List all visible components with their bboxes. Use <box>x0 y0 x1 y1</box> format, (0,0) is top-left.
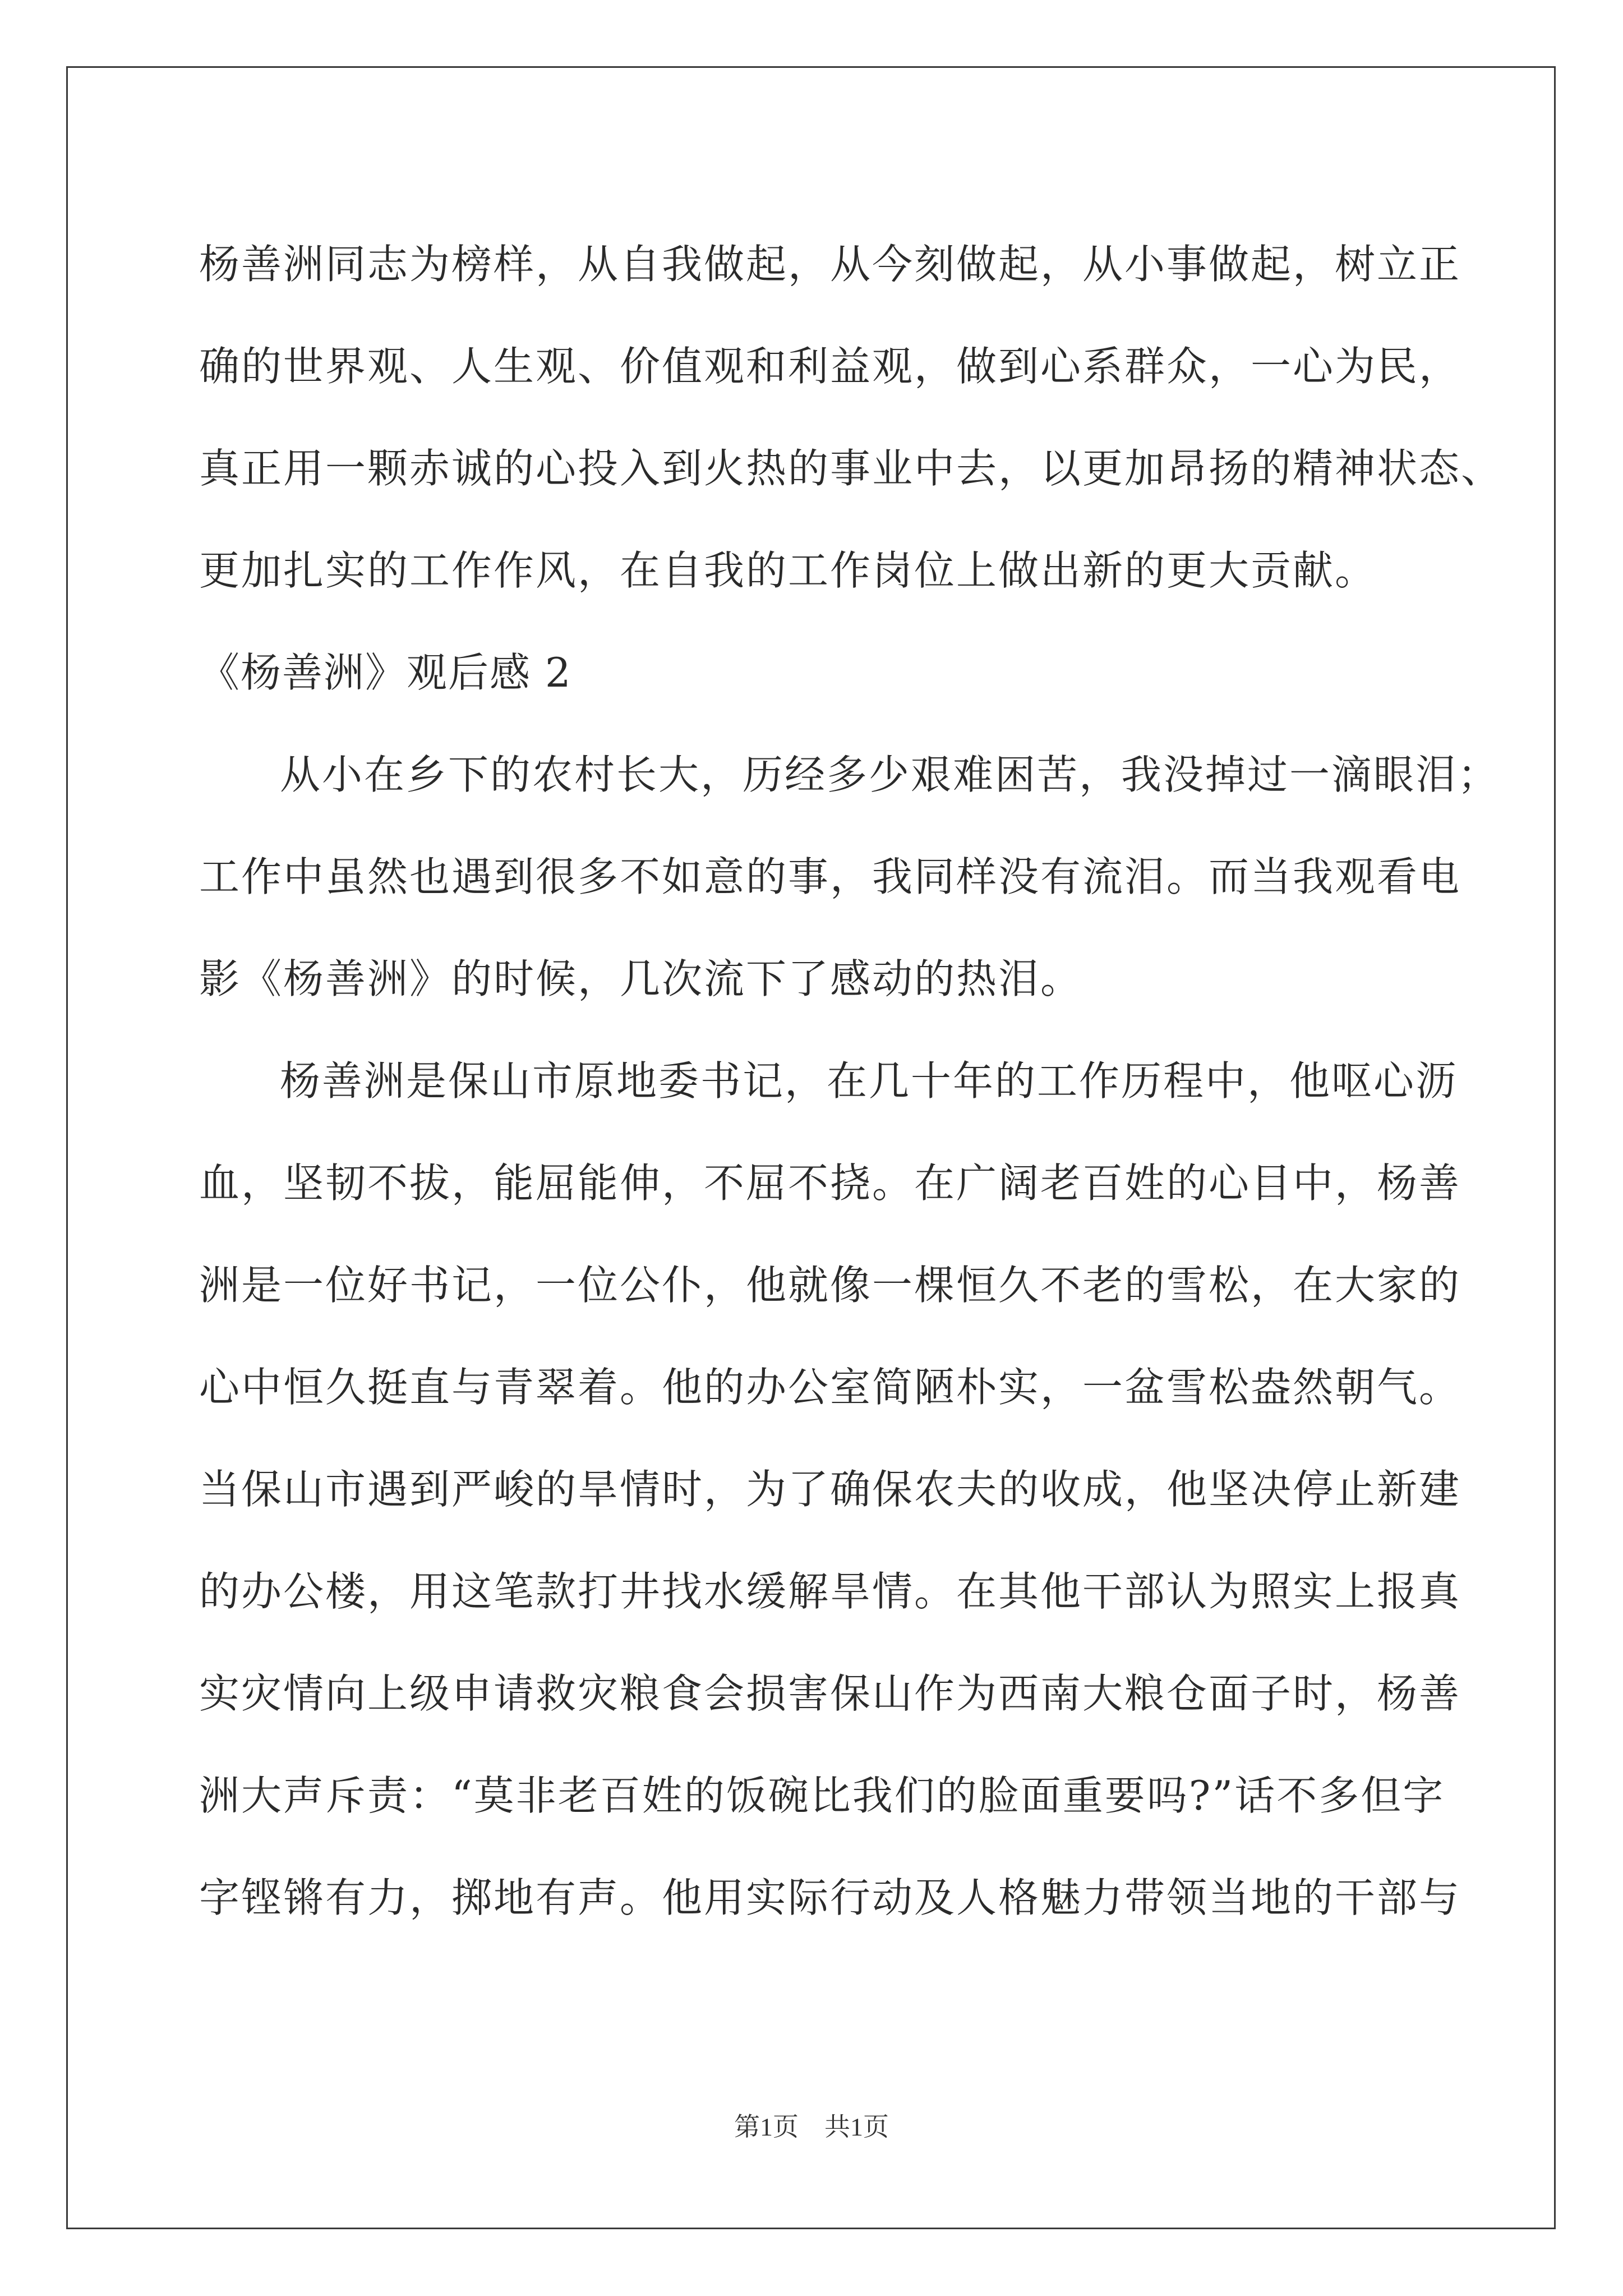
paragraph-first-line: 杨善洲是保山市原地委书记，在几十年的工作历程中，他呕心沥 <box>280 1057 1458 1105</box>
body-line: 心中恒久挺直与青翠着。他的办公室简陋朴实，一盆雪松盎然朝气。 <box>199 1364 1461 1411</box>
body-line: 杨善洲同志为榜样，从自我做起，从今刻做起，从小事做起，树立正 <box>199 241 1461 288</box>
body-line: 当保山市遇到严峻的旱情时，为了确保农夫的收成，他坚决停止新建 <box>199 1466 1461 1513</box>
body-line: 更加扎实的工作作风，在自我的工作岗位上做出新的更大贡献。 <box>199 547 1377 594</box>
body-line: 的办公楼，用这笔款打井找水缓解旱情。在其他干部认为照实上报真 <box>199 1568 1461 1615</box>
body-line: 洲是一位好书记，一位公仆，他就像一棵恒久不老的雪松，在大家的 <box>199 1262 1461 1309</box>
body-line: 实灾情向上级申请救灾粮食会损害保山作为西南大粮仓面子时，杨善 <box>199 1670 1461 1717</box>
body-line: 字铿锵有力，掷地有声。他用实际行动及人格魅力带领当地的干部与 <box>199 1874 1461 1921</box>
paragraph-first-line: 从小在乡下的农村长大，历经多少艰难困苦，我没掉过一滴眼泪； <box>280 751 1500 798</box>
body-line: 血，坚韧不拔，能屈能伸，不屈不挠。在广阔老百姓的心目中，杨善 <box>199 1159 1461 1207</box>
page-number-footer: 第1页 共1页 <box>734 2113 889 2141</box>
body-line: 真正用一颗赤诚的心投入到火热的事业中去，以更加昂扬的精神状态、 <box>199 445 1504 492</box>
body-line: 工作中虽然也遇到很多不如意的事，我同样没有流泪。而当我观看电 <box>199 853 1461 900</box>
body-line: 洲大声斥责：“莫非老百姓的饭碗比我们的脸面重要吗?”话不多但字 <box>199 1772 1445 1819</box>
body-line: 影《杨善洲》的时候，几次流下了感动的热泪。 <box>199 955 1083 1002</box>
section-heading: 《杨善洲》观后感 2 <box>199 649 572 696</box>
body-line: 确的世界观、人生观、价值观和利益观，做到心系群众，一心为民， <box>199 343 1461 390</box>
document-body <box>199 213 1504 1949</box>
